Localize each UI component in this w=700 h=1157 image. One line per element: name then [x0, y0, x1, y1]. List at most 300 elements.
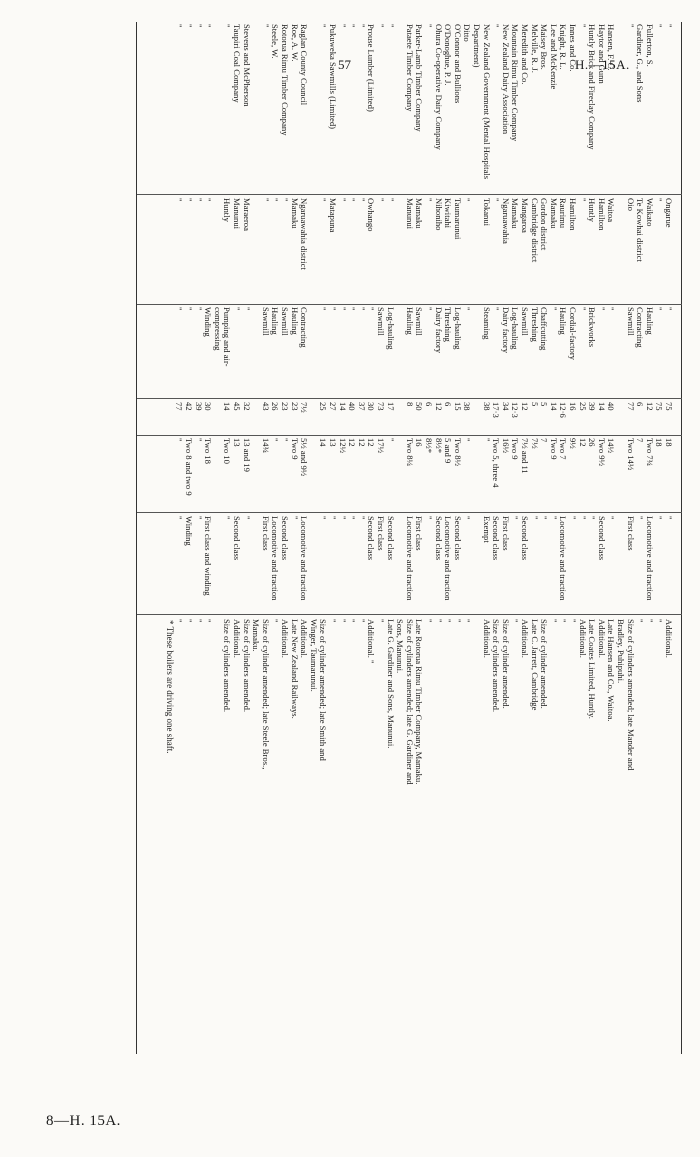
- cell-kind: Second class: [433, 516, 444, 561]
- table-row: [597, 22, 607, 1054]
- cell-remarks: Size of cylinders amended.: [222, 619, 233, 713]
- table-row: [328, 22, 338, 1054]
- cell-loads: 5 and 9: [443, 438, 454, 464]
- cell-hp: 12: [644, 402, 655, 411]
- cell-locality: Raurimu: [558, 198, 569, 229]
- cell-use: Dairy factory: [433, 307, 444, 354]
- cell-locality: ": [376, 198, 386, 202]
- cell-hp: 14: [222, 402, 233, 411]
- cell-owner: Steele, W.: [270, 24, 281, 59]
- cell-use: ": [318, 307, 329, 311]
- cell-use: Sawmill: [414, 307, 425, 336]
- cell-use: ": [241, 307, 252, 311]
- cell-remarks: Late Coates Limited, Huntly.: [587, 619, 598, 719]
- cell-use: Winding: [203, 307, 214, 337]
- cell-hp: 6: [424, 402, 434, 407]
- cell-owner: Department): [472, 24, 482, 68]
- cell-owner: ": [203, 24, 214, 28]
- cell-remarks: ": [193, 619, 204, 623]
- cell-use: ": [184, 307, 194, 311]
- cell-owner: ": [577, 24, 588, 28]
- cell-use: Chaffcutting: [539, 307, 550, 351]
- cell-kind: ": [318, 516, 329, 520]
- cell-loads: 14½: [606, 438, 617, 454]
- cell-loads: 26: [587, 438, 598, 447]
- cell-hp: 43: [260, 402, 271, 411]
- cell-hp: 30: [203, 402, 214, 411]
- table-row: [549, 22, 559, 1054]
- cell-locality: Maraeroa: [241, 198, 252, 231]
- cell-hp: 40: [606, 402, 617, 411]
- cell-kind: ": [356, 516, 367, 520]
- table-row: [434, 22, 444, 1054]
- cell-use: Sawmill: [376, 307, 386, 336]
- cell-remarks: Size of cylinder amended; late Smith and: [318, 619, 329, 761]
- cell-owner: Pataete Timber Company: [404, 24, 415, 112]
- table-row: [645, 22, 655, 1054]
- cell-owner: Innes and Co.: [568, 24, 578, 72]
- table-row: [338, 22, 348, 1054]
- cell-loads: Two 8¼: [404, 438, 415, 467]
- cell-locality: ": [462, 198, 473, 202]
- cell-hp: 40: [347, 402, 358, 411]
- cell-use: ": [328, 307, 338, 311]
- cell-loads: 13 and 19: [241, 438, 252, 472]
- cell-hp: 50: [414, 402, 425, 411]
- cell-loads: 8½*: [433, 438, 444, 454]
- cell-remarks: Sons, Manunui.: [395, 619, 406, 674]
- cell-kind: First class: [376, 516, 386, 551]
- cell-use: Hauling: [558, 307, 569, 335]
- cell-hp: 75: [654, 402, 665, 411]
- cell-use: Hauling: [270, 307, 281, 335]
- cell-kind: Second class: [385, 516, 396, 561]
- cell-kind: Second class: [280, 516, 290, 561]
- cell-kind: First class: [414, 516, 425, 551]
- cell-use: Steaming: [481, 307, 492, 340]
- cell-remarks: Bradley, Puhipuhi.: [616, 619, 626, 684]
- table-row: [222, 22, 232, 1054]
- table-row: [318, 22, 328, 1054]
- cell-owner: ": [664, 24, 674, 28]
- cell-use: ": [347, 307, 358, 311]
- table-row: [386, 22, 396, 1054]
- cell-loads: Two 8½: [452, 438, 463, 467]
- cell-hp: 38: [462, 402, 473, 411]
- cell-owner: ": [260, 24, 271, 28]
- cell-locality: ": [491, 198, 502, 202]
- cell-hp: 17: [385, 402, 396, 411]
- cell-kind: Exempt: [481, 516, 492, 543]
- cell-loads: ": [385, 438, 396, 442]
- cell-loads: 7½ and 11: [520, 438, 530, 474]
- cell-use: Contracting: [635, 307, 646, 348]
- cell-remarks: ": [548, 619, 559, 623]
- cell-loads: Two 7¾: [644, 438, 655, 467]
- cell-loads: ": [462, 438, 473, 442]
- table-row: [290, 22, 300, 1054]
- cell-locality: ": [270, 198, 281, 202]
- cell-loads: 13: [232, 438, 242, 447]
- cell-locality: Kiwitahi: [443, 198, 454, 229]
- table-row: [270, 22, 280, 1054]
- cell-use: Log-hauling: [510, 307, 521, 350]
- table-row: [635, 22, 645, 1054]
- cell-kind: Locomotive and traction: [299, 516, 310, 601]
- cell-remarks: Late G. Gardiner and Sons, Manunui.: [385, 619, 396, 749]
- cell-owner: ": [424, 24, 434, 28]
- cell-remarks: ": [203, 619, 214, 623]
- cell-owner: ": [356, 24, 367, 28]
- cell-kind: ": [337, 516, 348, 520]
- cell-remarks: ": [568, 619, 578, 623]
- cell-use: Sawmill: [280, 307, 290, 336]
- cell-remarks: ": [558, 619, 569, 623]
- cell-locality: ": [654, 198, 665, 202]
- cell-locality: Waikato: [644, 198, 655, 227]
- cell-hp: 27: [328, 402, 338, 411]
- cell-owner: ": [174, 24, 185, 28]
- cell-kind: ": [587, 516, 598, 520]
- cell-hp: 77: [174, 402, 185, 411]
- cell-use: ": [664, 307, 674, 311]
- cell-loads: ": [270, 438, 281, 442]
- cell-remarks: Additional.: [299, 619, 310, 658]
- cell-loads: 13: [328, 438, 338, 447]
- table-row: [194, 22, 204, 1054]
- cell-use: Sawmill: [260, 307, 271, 336]
- table-row: [424, 22, 434, 1054]
- cell-loads: 7½: [529, 438, 540, 449]
- cell-owner: Knight, R. L.: [558, 24, 569, 70]
- table-row: [242, 22, 252, 1054]
- cell-loads: ": [174, 438, 185, 442]
- cell-use: Pumping and air-: [222, 307, 233, 367]
- footnote: * These boilers are driving one shaft.: [165, 620, 175, 754]
- cell-use: Contracting: [299, 307, 310, 348]
- cell-kind: Second class: [491, 516, 502, 561]
- cell-kind: ": [539, 516, 550, 520]
- cell-loads: ": [280, 438, 290, 442]
- table-row: [462, 22, 472, 1054]
- cell-hp: 73: [376, 402, 386, 411]
- table-row: [280, 22, 290, 1054]
- cell-kind: Winding: [184, 516, 194, 546]
- cell-kind: First class: [625, 516, 636, 551]
- cell-locality: ": [174, 198, 185, 202]
- cell-use: ": [366, 307, 377, 311]
- table-row: [405, 22, 415, 1054]
- cell-hp: 12·6: [558, 402, 569, 418]
- table-row: [626, 22, 636, 1054]
- cell-locality: Nihoniho: [433, 198, 444, 231]
- cell-remarks: ": [376, 619, 386, 623]
- cell-remarks: ": [356, 619, 367, 623]
- cell-locality: Cambridge district: [529, 198, 540, 263]
- cell-locality: ": [280, 198, 290, 202]
- cell-owner: Parker-Lamb Timber Company: [414, 24, 425, 132]
- cell-owner: Maisey Bros.: [539, 24, 550, 70]
- cell-remarks: ": [644, 619, 655, 623]
- cell-remarks: Additional.: [481, 619, 492, 658]
- cell-hp: 5: [539, 402, 550, 407]
- cell-kind: Locomotive and traction: [558, 516, 569, 601]
- cell-remarks: ": [635, 619, 646, 623]
- cell-loads: 12½: [337, 438, 348, 454]
- cell-hp: 14: [596, 402, 607, 411]
- cell-remarks: Size of cylinder amended.: [539, 619, 550, 709]
- cell-owner: Ditto: [462, 24, 473, 42]
- cell-remarks: ": [270, 619, 281, 623]
- cell-remarks: ": [174, 619, 185, 623]
- cell-use: Log-hauling: [385, 307, 396, 350]
- cell-kind: First class: [500, 516, 511, 551]
- cell-owner: Gardiner, G., and Sons: [635, 24, 646, 103]
- cell-kind: Locomotive and traction: [644, 516, 655, 601]
- cell-remarks: Additional.: [520, 619, 530, 658]
- table-row: [213, 22, 223, 1054]
- cell-kind: ": [462, 516, 473, 520]
- table-row: [366, 22, 376, 1054]
- cell-hp: 77: [625, 402, 636, 411]
- cell-hp: 8: [404, 402, 415, 407]
- cell-remarks: ": [452, 619, 463, 623]
- cell-use: Hauling: [289, 307, 300, 335]
- signature-mark: 8—H. 15A.: [46, 1113, 121, 1129]
- cell-locality: Mamaku: [510, 198, 521, 229]
- cell-loads: Two 9: [548, 438, 559, 460]
- table-top-rule: [681, 22, 682, 1054]
- cell-loads: 7: [635, 438, 646, 443]
- cell-loads: 14¾: [260, 438, 271, 454]
- cell-remarks: Late New Zealand Railways.: [289, 619, 300, 719]
- cell-owner: ": [318, 24, 329, 28]
- cell-kind: Locomotive and traction: [443, 516, 454, 601]
- table-row: [232, 22, 242, 1054]
- cell-owner: Taupiri Coal Company: [232, 24, 242, 103]
- rotated-table: [132, 22, 682, 1054]
- cell-hp: 75: [664, 402, 674, 411]
- cell-remarks: Size of cylinders amended; late G. Gardiner and: [404, 619, 415, 785]
- cell-hp: 15: [452, 402, 463, 411]
- cell-owner: Hansen, F. C.: [606, 24, 617, 71]
- cell-use: Threshing: [529, 307, 540, 342]
- cell-owner: Ohura Co-operative Dairy Company: [433, 24, 444, 150]
- cell-locality: Taumarunui: [452, 198, 463, 240]
- table-row: [251, 22, 261, 1054]
- cell-hp: 37: [356, 402, 367, 411]
- cell-remarks: ": [328, 619, 338, 623]
- cell-owner: ": [337, 24, 348, 28]
- cell-loads: 7: [539, 438, 550, 443]
- cell-loads: 16½: [500, 438, 511, 454]
- table-row: [203, 22, 213, 1054]
- cell-hp: 17·3: [491, 402, 502, 418]
- cell-kind: ": [328, 516, 338, 520]
- cell-remarks: ": [424, 619, 434, 623]
- cell-locality: Oio: [625, 198, 636, 211]
- table-row: [299, 22, 309, 1054]
- cell-loads: Two 10: [222, 438, 233, 464]
- cell-use: ": [491, 307, 502, 311]
- cell-loads: 18: [654, 438, 665, 447]
- table-row: [184, 22, 194, 1054]
- cell-locality: Manunui: [404, 198, 415, 230]
- cell-loads: Two 9: [289, 438, 300, 460]
- table-row: [558, 22, 568, 1054]
- cell-remarks: ": [337, 619, 348, 623]
- cell-remarks: Size of cylinders amended.: [241, 619, 252, 713]
- cell-use: ": [548, 307, 559, 311]
- cell-use: ": [462, 307, 473, 311]
- cell-kind: First class: [260, 516, 271, 551]
- cell-kind: ": [424, 516, 434, 520]
- cell-owner: ": [625, 24, 636, 28]
- cell-remarks: ": [347, 619, 358, 623]
- cell-owner: ": [491, 24, 502, 28]
- cell-use: Sawmill: [625, 307, 636, 336]
- cell-loads: Two 9: [510, 438, 521, 460]
- cell-remarks: Size of cylinders amended.: [491, 619, 502, 713]
- cell-kind: Locomotive and traction: [404, 516, 415, 601]
- table-row: [530, 22, 540, 1054]
- cell-remarks: ": [462, 619, 473, 623]
- cell-locality: Hamilton: [568, 198, 578, 231]
- cell-kind: ": [289, 516, 300, 520]
- cell-kind: ": [568, 516, 578, 520]
- cell-use: ": [356, 307, 367, 311]
- cell-kind: ": [606, 516, 617, 520]
- cell-owner: ": [385, 24, 396, 28]
- cell-locality: ": [203, 198, 214, 202]
- cell-hp: 16: [568, 402, 578, 411]
- cell-loads: 12: [366, 438, 377, 447]
- cell-owner: Raglan County Council: [299, 24, 310, 106]
- table-row: [510, 22, 520, 1054]
- cell-use: Cordial-factory: [568, 307, 578, 360]
- cell-locality: Waitoa: [606, 198, 617, 223]
- cell-hp: 12·3: [510, 402, 521, 418]
- table-row: [376, 22, 386, 1054]
- cell-locality: Owhango: [366, 198, 377, 232]
- cell-owner: ": [654, 24, 665, 28]
- cell-kind: ": [510, 516, 521, 520]
- cell-kind: First class and winding: [203, 516, 214, 596]
- table-row: [606, 22, 616, 1054]
- cell-hp: 6: [635, 402, 646, 407]
- cell-hp: 32: [241, 402, 252, 411]
- table-row: [482, 22, 492, 1054]
- cell-use: ": [232, 307, 242, 311]
- cell-use: ": [577, 307, 588, 311]
- cell-kind: ": [347, 516, 358, 520]
- cell-use: Dairy factory: [500, 307, 511, 354]
- table-row: [395, 22, 405, 1054]
- cell-use: compressing: [212, 307, 223, 351]
- cell-use: Hauling: [644, 307, 655, 335]
- cell-loads: ": [193, 438, 204, 442]
- cell-use: Log-hauling: [452, 307, 463, 350]
- cell-remarks: Size of cylinders amended; late Mander and: [625, 619, 636, 771]
- table-row: [568, 22, 578, 1054]
- cell-locality: ": [318, 198, 329, 202]
- cell-use: Threshing: [443, 307, 454, 342]
- cell-loads: Two 9½: [596, 438, 607, 467]
- table-row: [443, 22, 453, 1054]
- cell-loads: Two 5, three 4: [491, 438, 502, 488]
- cell-locality: Huntly: [222, 198, 233, 222]
- cell-use: Hauling: [404, 307, 415, 335]
- cell-loads: 14: [318, 438, 329, 447]
- cell-locality: ": [184, 198, 194, 202]
- cell-remarks: Additional.: [232, 619, 242, 658]
- cell-locality: ": [385, 198, 396, 202]
- cell-remarks: Winger, Taumarunui.: [308, 619, 319, 692]
- cell-remarks: Late Hansen and Co., Waitoa.: [606, 619, 617, 722]
- table-row: [261, 22, 271, 1054]
- cell-use: ": [337, 307, 348, 311]
- cell-hp: 14: [548, 402, 559, 411]
- cell-hp: 23: [289, 402, 300, 411]
- cell-use: ": [174, 307, 185, 311]
- table-row: [664, 22, 674, 1054]
- table-row: [501, 22, 511, 1054]
- cell-owner: ": [347, 24, 358, 28]
- cell-remarks: Additional.: [664, 619, 674, 658]
- cell-hp: 7½: [299, 402, 310, 413]
- cell-use: ": [193, 307, 204, 311]
- cell-locality: Ongarue: [664, 198, 674, 228]
- document-reference: H.—15A.: [575, 57, 630, 72]
- cell-loads: 9½: [568, 438, 578, 449]
- cell-remarks: Additional. ": [366, 619, 377, 664]
- cell-locality: Tokanui: [481, 198, 492, 227]
- table-row: [539, 22, 549, 1054]
- cell-kind: Second class: [232, 516, 242, 561]
- cell-remarks: ": [184, 619, 194, 623]
- cell-hp: 25: [577, 402, 588, 411]
- cell-locality: ": [424, 198, 434, 202]
- cell-locality: Huntly: [587, 198, 598, 222]
- cell-hp: 30: [366, 402, 377, 411]
- cell-remarks: Late C. Jarrett, Cambridge: [529, 619, 540, 711]
- cell-kind: Second class: [452, 516, 463, 561]
- cell-loads: 18: [664, 438, 674, 447]
- cell-remarks: Size of cylinder amended.: [500, 619, 511, 709]
- cell-locality: ": [260, 198, 271, 202]
- cell-remarks: Additional.: [280, 619, 290, 658]
- cell-hp: 39: [587, 402, 598, 411]
- cell-owner: ": [376, 24, 386, 28]
- cell-loads: 16: [414, 438, 425, 447]
- cell-owner: ": [184, 24, 194, 28]
- cell-loads: 12: [356, 438, 367, 447]
- cell-hp: 12: [433, 402, 444, 411]
- cell-kind: Locomotive and traction: [270, 516, 281, 601]
- cell-hp: 6: [443, 402, 454, 407]
- cell-use: Sawmill: [520, 307, 530, 336]
- cell-locality: ": [356, 198, 367, 202]
- cell-hp: 34: [500, 402, 511, 411]
- cell-hp: 25: [318, 402, 329, 411]
- table-row: [587, 22, 597, 1054]
- cell-owner: New Zealand Dairy Association: [500, 24, 511, 135]
- cell-locality: Mamaku: [548, 198, 559, 229]
- table-row: [414, 22, 424, 1054]
- cell-owner: Huntly Brick and Fireclay Company: [587, 24, 598, 150]
- cell-owner: Fullerton, S.: [644, 24, 655, 67]
- cell-owner: ": [193, 24, 204, 28]
